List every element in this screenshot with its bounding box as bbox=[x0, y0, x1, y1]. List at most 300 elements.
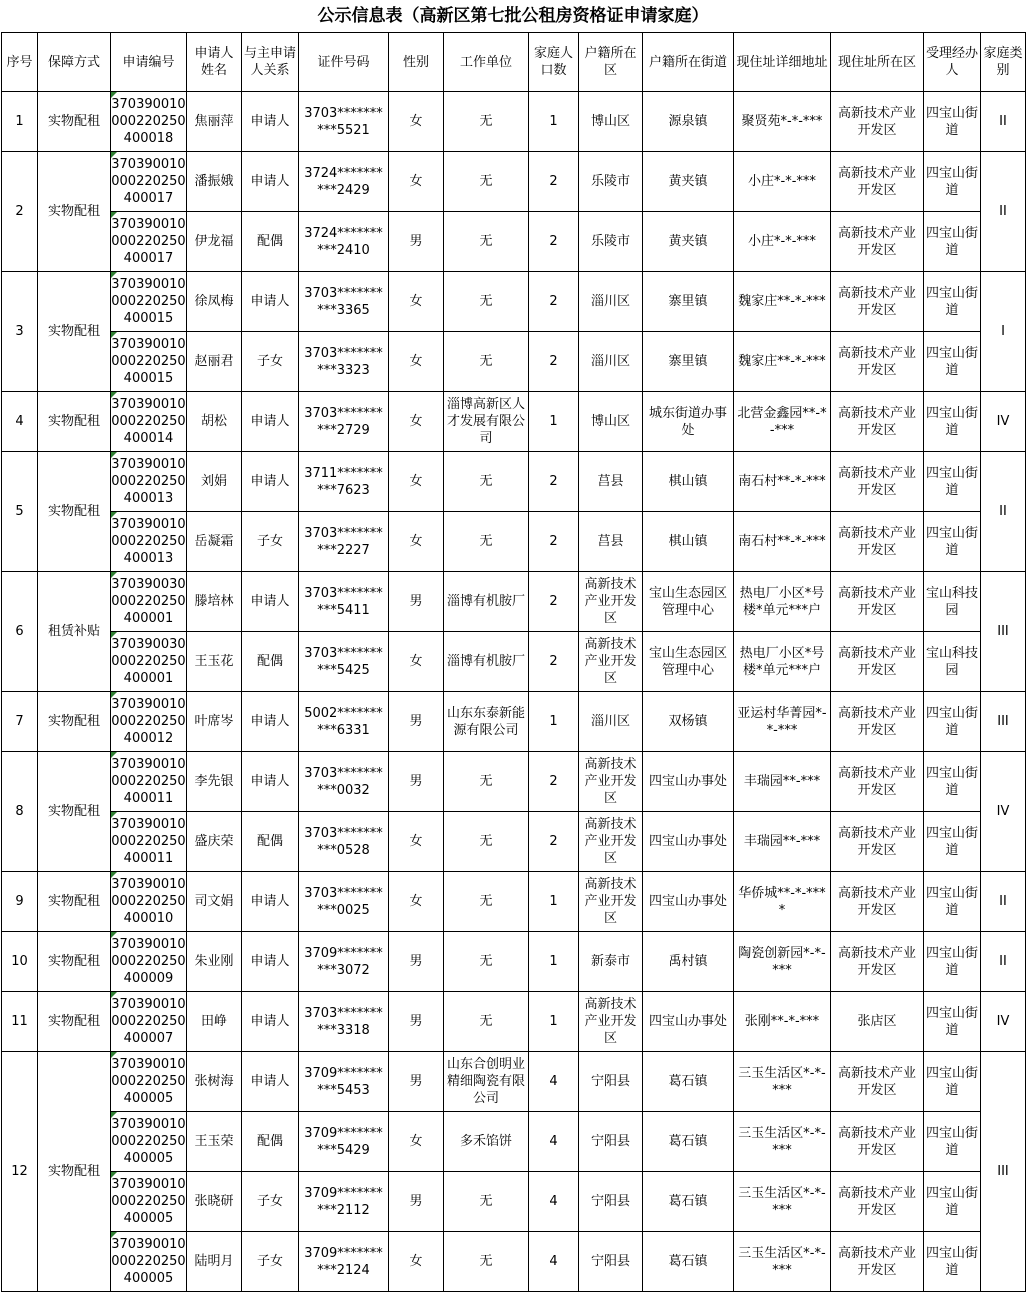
appno-cell: 370390010000220250400011 bbox=[111, 812, 187, 872]
household-district-cell: 高新技术产业开发区 bbox=[579, 572, 643, 632]
table-row bbox=[2, 212, 1026, 272]
mode-cell: 租赁补贴 bbox=[38, 572, 111, 692]
sex-cell: 女 bbox=[389, 92, 444, 152]
id-cell: 3724**********2410 bbox=[299, 212, 389, 272]
population-cell: 2 bbox=[529, 512, 579, 572]
mode-cell: 实物配租 bbox=[38, 932, 111, 992]
agent-cell: 四宝山街道 bbox=[924, 452, 981, 512]
address-district-cell: 高新技术产业开发区 bbox=[831, 632, 924, 692]
address-district-cell: 高新技术产业开发区 bbox=[831, 692, 924, 752]
agent-cell: 四宝山街道 bbox=[924, 992, 981, 1052]
category-cell: III bbox=[981, 572, 1026, 692]
relation-cell: 申请人 bbox=[242, 992, 299, 1052]
address-cell: 聚贤苑*-*-*** bbox=[734, 92, 831, 152]
population-cell: 2 bbox=[529, 272, 579, 332]
work-cell: 无 bbox=[444, 932, 529, 992]
address-cell: 南石村**-*-*** bbox=[734, 512, 831, 572]
household-district-cell: 博山区 bbox=[579, 392, 643, 452]
agent-cell: 四宝山街道 bbox=[924, 212, 981, 272]
address-cell: 小庄*-*-*** bbox=[734, 212, 831, 272]
address-district-cell: 高新技术产业开发区 bbox=[831, 272, 924, 332]
table-row bbox=[2, 572, 1026, 632]
mode-cell: 实物配租 bbox=[38, 452, 111, 572]
name-cell: 朱业刚 bbox=[187, 932, 242, 992]
address-cell: 北营金鑫园**-*-*** bbox=[734, 392, 831, 452]
household-street-cell: 葛石镇 bbox=[643, 1232, 734, 1292]
address-district-cell: 高新技术产业开发区 bbox=[831, 452, 924, 512]
address-cell: 热电厂小区*号楼*单元***户 bbox=[734, 572, 831, 632]
seq-cell: 7 bbox=[2, 692, 38, 752]
appno-cell: 370390010000220250400013 bbox=[111, 512, 187, 572]
name-cell: 岳凝霜 bbox=[187, 512, 242, 572]
relation-cell: 申请人 bbox=[242, 752, 299, 812]
appno-cell: 370390010000220250400005 bbox=[111, 1112, 187, 1172]
household-street-cell: 葛石镇 bbox=[643, 1112, 734, 1172]
table-row bbox=[2, 392, 1026, 452]
category-cell: II bbox=[981, 452, 1026, 572]
address-cell: 热电厂小区*号楼*单元***户 bbox=[734, 632, 831, 692]
mode-cell: 实物配租 bbox=[38, 752, 111, 872]
table-row bbox=[2, 152, 1026, 212]
sex-cell: 女 bbox=[389, 1232, 444, 1292]
household-street-cell: 寨里镇 bbox=[643, 272, 734, 332]
category-cell: IV bbox=[981, 752, 1026, 872]
address-district-cell: 高新技术产业开发区 bbox=[831, 872, 924, 932]
header-household-district: 户籍所在区 bbox=[579, 33, 643, 92]
work-cell: 无 bbox=[444, 1172, 529, 1232]
household-district-cell: 博山区 bbox=[579, 92, 643, 152]
household-street-cell: 葛石镇 bbox=[643, 1052, 734, 1112]
table-row bbox=[2, 1232, 1026, 1292]
appno-cell: 370390010000220250400005 bbox=[111, 1052, 187, 1112]
address-district-cell: 高新技术产业开发区 bbox=[831, 1052, 924, 1112]
mode-cell: 实物配租 bbox=[38, 692, 111, 752]
name-cell: 王玉荣 bbox=[187, 1112, 242, 1172]
sex-cell: 男 bbox=[389, 692, 444, 752]
name-cell: 刘娟 bbox=[187, 452, 242, 512]
population-cell: 2 bbox=[529, 632, 579, 692]
applicant-table bbox=[1, 32, 1026, 1292]
header-sex: 性别 bbox=[389, 33, 444, 92]
header-address-district: 现住址所在区 bbox=[831, 33, 924, 92]
agent-cell: 四宝山街道 bbox=[924, 152, 981, 212]
household-district-cell: 宁阳县 bbox=[579, 1172, 643, 1232]
mode-cell: 实物配租 bbox=[38, 92, 111, 152]
agent-cell: 四宝山街道 bbox=[924, 1052, 981, 1112]
name-cell: 王玉花 bbox=[187, 632, 242, 692]
appno-cell: 370390010000220250400015 bbox=[111, 272, 187, 332]
work-cell: 无 bbox=[444, 272, 529, 332]
relation-cell: 申请人 bbox=[242, 452, 299, 512]
population-cell: 1 bbox=[529, 872, 579, 932]
sex-cell: 男 bbox=[389, 572, 444, 632]
population-cell: 2 bbox=[529, 212, 579, 272]
header-seq: 序号 bbox=[2, 33, 38, 92]
household-street-cell: 棋山镇 bbox=[643, 512, 734, 572]
appno-cell: 370390030000220250400001 bbox=[111, 572, 187, 632]
relation-cell: 申请人 bbox=[242, 152, 299, 212]
work-cell: 无 bbox=[444, 92, 529, 152]
agent-cell: 四宝山街道 bbox=[924, 872, 981, 932]
header-id: 证件号码 bbox=[299, 33, 389, 92]
agent-cell: 四宝山街道 bbox=[924, 812, 981, 872]
name-cell: 张晓研 bbox=[187, 1172, 242, 1232]
id-cell: 3711**********7623 bbox=[299, 452, 389, 512]
population-cell: 1 bbox=[529, 392, 579, 452]
address-cell: 魏家庄**-*-*** bbox=[734, 332, 831, 392]
table-row bbox=[2, 332, 1026, 392]
seq-cell: 10 bbox=[2, 932, 38, 992]
seq-cell: 2 bbox=[2, 152, 38, 272]
work-cell: 无 bbox=[444, 992, 529, 1052]
id-cell: 3703**********2227 bbox=[299, 512, 389, 572]
table-row bbox=[2, 872, 1026, 932]
id-cell: 3709**********5453 bbox=[299, 1052, 389, 1112]
work-cell: 无 bbox=[444, 752, 529, 812]
household-street-cell: 棋山镇 bbox=[643, 452, 734, 512]
address-district-cell: 高新技术产业开发区 bbox=[831, 392, 924, 452]
table-row bbox=[2, 452, 1026, 512]
household-street-cell: 四宝山办事处 bbox=[643, 872, 734, 932]
address-cell: 丰瑞园**-*** bbox=[734, 752, 831, 812]
table-row bbox=[2, 752, 1026, 812]
work-cell: 山东合创明业精细陶瓷有限公司 bbox=[444, 1052, 529, 1112]
header-relation: 与主申请人关系 bbox=[242, 33, 299, 92]
work-cell: 无 bbox=[444, 512, 529, 572]
population-cell: 2 bbox=[529, 812, 579, 872]
mode-cell: 实物配租 bbox=[38, 1052, 111, 1292]
name-cell: 赵丽君 bbox=[187, 332, 242, 392]
sex-cell: 女 bbox=[389, 152, 444, 212]
category-cell: II bbox=[981, 872, 1026, 932]
household-street-cell: 四宝山办事处 bbox=[643, 812, 734, 872]
address-district-cell: 高新技术产业开发区 bbox=[831, 92, 924, 152]
population-cell: 2 bbox=[529, 572, 579, 632]
relation-cell: 子女 bbox=[242, 332, 299, 392]
category-cell: III bbox=[981, 1052, 1026, 1292]
name-cell: 田峥 bbox=[187, 992, 242, 1052]
name-cell: 李先银 bbox=[187, 752, 242, 812]
population-cell: 2 bbox=[529, 332, 579, 392]
category-cell: IV bbox=[981, 392, 1026, 452]
household-street-cell: 四宝山办事处 bbox=[643, 992, 734, 1052]
sex-cell: 女 bbox=[389, 632, 444, 692]
sex-cell: 男 bbox=[389, 212, 444, 272]
agent-cell: 四宝山街道 bbox=[924, 92, 981, 152]
sex-cell: 女 bbox=[389, 872, 444, 932]
work-cell: 无 bbox=[444, 452, 529, 512]
relation-cell: 配偶 bbox=[242, 812, 299, 872]
name-cell: 胡松 bbox=[187, 392, 242, 452]
table-row bbox=[2, 272, 1026, 332]
id-cell: 3709**********3072 bbox=[299, 932, 389, 992]
agent-cell: 宝山科技园 bbox=[924, 572, 981, 632]
id-cell: 3703**********3323 bbox=[299, 332, 389, 392]
work-cell: 无 bbox=[444, 152, 529, 212]
id-cell: 3703**********3365 bbox=[299, 272, 389, 332]
header-household-street: 户籍所在街道 bbox=[643, 33, 734, 92]
id-cell: 3709**********2112 bbox=[299, 1172, 389, 1232]
household-street-cell: 宝山生态园区管理中心 bbox=[643, 632, 734, 692]
sex-cell: 男 bbox=[389, 1172, 444, 1232]
seq-cell: 6 bbox=[2, 572, 38, 692]
population-cell: 2 bbox=[529, 752, 579, 812]
population-cell: 4 bbox=[529, 1052, 579, 1112]
appno-cell: 370390010000220250400014 bbox=[111, 392, 187, 452]
sex-cell: 女 bbox=[389, 452, 444, 512]
address-district-cell: 高新技术产业开发区 bbox=[831, 1232, 924, 1292]
relation-cell: 申请人 bbox=[242, 872, 299, 932]
sex-cell: 男 bbox=[389, 932, 444, 992]
household-district-cell: 高新技术产业开发区 bbox=[579, 632, 643, 692]
household-district-cell: 乐陵市 bbox=[579, 152, 643, 212]
agent-cell: 四宝山街道 bbox=[924, 1232, 981, 1292]
relation-cell: 申请人 bbox=[242, 392, 299, 452]
sex-cell: 男 bbox=[389, 992, 444, 1052]
sex-cell: 男 bbox=[389, 752, 444, 812]
address-district-cell: 高新技术产业开发区 bbox=[831, 932, 924, 992]
seq-cell: 8 bbox=[2, 752, 38, 872]
agent-cell: 四宝山街道 bbox=[924, 692, 981, 752]
table-row bbox=[2, 1052, 1026, 1112]
household-district-cell: 乐陵市 bbox=[579, 212, 643, 272]
id-cell: 3709**********2124 bbox=[299, 1232, 389, 1292]
address-district-cell: 高新技术产业开发区 bbox=[831, 812, 924, 872]
household-district-cell: 宁阳县 bbox=[579, 1232, 643, 1292]
header-category: 家庭类别 bbox=[981, 33, 1026, 92]
address-cell: 张刚**-*-*** bbox=[734, 992, 831, 1052]
appno-cell: 370390010000220250400011 bbox=[111, 752, 187, 812]
population-cell: 4 bbox=[529, 1112, 579, 1172]
id-cell: 3703**********3318 bbox=[299, 992, 389, 1052]
id-cell: 3709**********5429 bbox=[299, 1112, 389, 1172]
address-district-cell: 张店区 bbox=[831, 992, 924, 1052]
table-row bbox=[2, 932, 1026, 992]
header-appno: 申请编号 bbox=[111, 33, 187, 92]
household-street-cell: 葛石镇 bbox=[643, 1172, 734, 1232]
name-cell: 伊龙福 bbox=[187, 212, 242, 272]
household-district-cell: 高新技术产业开发区 bbox=[579, 992, 643, 1052]
agent-cell: 四宝山街道 bbox=[924, 1172, 981, 1232]
seq-cell: 3 bbox=[2, 272, 38, 392]
household-district-cell: 高新技术产业开发区 bbox=[579, 872, 643, 932]
address-district-cell: 高新技术产业开发区 bbox=[831, 1172, 924, 1232]
household-district-cell: 宁阳县 bbox=[579, 1112, 643, 1172]
work-cell: 无 bbox=[444, 1232, 529, 1292]
address-cell: 南石村**-*-*** bbox=[734, 452, 831, 512]
mode-cell: 实物配租 bbox=[38, 392, 111, 452]
population-cell: 1 bbox=[529, 692, 579, 752]
table-row bbox=[2, 692, 1026, 752]
appno-cell: 370390010000220250400018 bbox=[111, 92, 187, 152]
appno-cell: 370390010000220250400015 bbox=[111, 332, 187, 392]
name-cell: 徐凤梅 bbox=[187, 272, 242, 332]
household-district-cell: 新泰市 bbox=[579, 932, 643, 992]
population-cell: 2 bbox=[529, 452, 579, 512]
address-cell: 陶瓷创新园*-*-*** bbox=[734, 932, 831, 992]
address-district-cell: 高新技术产业开发区 bbox=[831, 752, 924, 812]
id-cell: 3724**********2429 bbox=[299, 152, 389, 212]
household-street-cell: 黄夹镇 bbox=[643, 212, 734, 272]
appno-cell: 370390010000220250400005 bbox=[111, 1172, 187, 1232]
household-street-cell: 禹村镇 bbox=[643, 932, 734, 992]
agent-cell: 四宝山街道 bbox=[924, 332, 981, 392]
address-cell: 三玉生活区*-*-*** bbox=[734, 1112, 831, 1172]
table-row bbox=[2, 1172, 1026, 1232]
household-street-cell: 宝山生态园区管理中心 bbox=[643, 572, 734, 632]
name-cell: 叶席岑 bbox=[187, 692, 242, 752]
category-cell: I bbox=[981, 272, 1026, 392]
id-cell: 3703**********0528 bbox=[299, 812, 389, 872]
category-cell: II bbox=[981, 932, 1026, 992]
id-cell: 3703**********0032 bbox=[299, 752, 389, 812]
address-district-cell: 高新技术产业开发区 bbox=[831, 332, 924, 392]
page-title: 公示信息表（高新区第七批公租房资格证申请家庭） bbox=[317, 6, 709, 26]
household-district-cell: 宁阳县 bbox=[579, 1052, 643, 1112]
header-population: 家庭人口数 bbox=[529, 33, 579, 92]
sex-cell: 女 bbox=[389, 332, 444, 392]
table-row bbox=[2, 512, 1026, 572]
agent-cell: 四宝山街道 bbox=[924, 932, 981, 992]
mode-cell: 实物配租 bbox=[38, 272, 111, 392]
work-cell: 多禾馅饼 bbox=[444, 1112, 529, 1172]
relation-cell: 申请人 bbox=[242, 692, 299, 752]
seq-cell: 5 bbox=[2, 452, 38, 572]
relation-cell: 配偶 bbox=[242, 212, 299, 272]
mode-cell: 实物配租 bbox=[38, 992, 111, 1052]
sex-cell: 女 bbox=[389, 1112, 444, 1172]
header-name: 申请人姓名 bbox=[187, 33, 242, 92]
category-cell: IV bbox=[981, 992, 1026, 1052]
household-street-cell: 城东街道办事处 bbox=[643, 392, 734, 452]
household-district-cell: 淄川区 bbox=[579, 692, 643, 752]
appno-cell: 370390010000220250400009 bbox=[111, 932, 187, 992]
category-cell: III bbox=[981, 692, 1026, 752]
address-cell: 亚运村华菁园*-*-*** bbox=[734, 692, 831, 752]
address-district-cell: 高新技术产业开发区 bbox=[831, 212, 924, 272]
id-cell: 3703**********5425 bbox=[299, 632, 389, 692]
seq-cell: 9 bbox=[2, 872, 38, 932]
id-cell: 3703**********0025 bbox=[299, 872, 389, 932]
household-district-cell: 莒县 bbox=[579, 512, 643, 572]
address-district-cell: 高新技术产业开发区 bbox=[831, 152, 924, 212]
address-cell: 三玉生活区*-*-*** bbox=[734, 1232, 831, 1292]
id-cell: 3703**********2729 bbox=[299, 392, 389, 452]
table-row bbox=[2, 812, 1026, 872]
population-cell: 4 bbox=[529, 1232, 579, 1292]
population-cell: 1 bbox=[529, 992, 579, 1052]
appno-cell: 370390010000220250400017 bbox=[111, 152, 187, 212]
relation-cell: 配偶 bbox=[242, 632, 299, 692]
relation-cell: 申请人 bbox=[242, 1052, 299, 1112]
name-cell: 司文娟 bbox=[187, 872, 242, 932]
category-cell: II bbox=[981, 92, 1026, 152]
table-body bbox=[2, 92, 1026, 1292]
population-cell: 1 bbox=[529, 932, 579, 992]
address-district-cell: 高新技术产业开发区 bbox=[831, 512, 924, 572]
appno-cell: 370390010000220250400013 bbox=[111, 452, 187, 512]
work-cell: 淄博有机胺厂 bbox=[444, 572, 529, 632]
work-cell: 无 bbox=[444, 872, 529, 932]
sex-cell: 女 bbox=[389, 512, 444, 572]
table-row bbox=[2, 632, 1026, 692]
household-street-cell: 黄夹镇 bbox=[643, 152, 734, 212]
relation-cell: 申请人 bbox=[242, 572, 299, 632]
seq-cell: 12 bbox=[2, 1052, 38, 1292]
appno-cell: 370390010000220250400017 bbox=[111, 212, 187, 272]
relation-cell: 子女 bbox=[242, 1232, 299, 1292]
household-district-cell: 淄川区 bbox=[579, 332, 643, 392]
agent-cell: 四宝山街道 bbox=[924, 752, 981, 812]
address-cell: 魏家庄**-*-*** bbox=[734, 272, 831, 332]
relation-cell: 子女 bbox=[242, 512, 299, 572]
household-district-cell: 高新技术产业开发区 bbox=[579, 812, 643, 872]
appno-cell: 370390010000220250400007 bbox=[111, 992, 187, 1052]
sex-cell: 男 bbox=[389, 1052, 444, 1112]
household-street-cell: 源泉镇 bbox=[643, 92, 734, 152]
id-cell: 3703**********5411 bbox=[299, 572, 389, 632]
work-cell: 无 bbox=[444, 812, 529, 872]
household-district-cell: 高新技术产业开发区 bbox=[579, 752, 643, 812]
name-cell: 陆明月 bbox=[187, 1232, 242, 1292]
work-cell: 山东东泰新能源有限公司 bbox=[444, 692, 529, 752]
address-cell: 华侨城**-*-**** bbox=[734, 872, 831, 932]
household-district-cell: 淄川区 bbox=[579, 272, 643, 332]
agent-cell: 四宝山街道 bbox=[924, 392, 981, 452]
name-cell: 焦丽萍 bbox=[187, 92, 242, 152]
work-cell: 无 bbox=[444, 332, 529, 392]
work-cell: 淄博高新区人才发展有限公司 bbox=[444, 392, 529, 452]
relation-cell: 申请人 bbox=[242, 92, 299, 152]
work-cell: 无 bbox=[444, 212, 529, 272]
address-cell: 丰瑞园**-*** bbox=[734, 812, 831, 872]
agent-cell: 宝山科技园 bbox=[924, 632, 981, 692]
header-address: 现住址详细地址 bbox=[734, 33, 831, 92]
header-work: 工作单位 bbox=[444, 33, 529, 92]
header-mode: 保障方式 bbox=[38, 33, 111, 92]
household-street-cell: 四宝山办事处 bbox=[643, 752, 734, 812]
appno-cell: 370390010000220250400010 bbox=[111, 872, 187, 932]
appno-cell: 370390030000220250400001 bbox=[111, 632, 187, 692]
name-cell: 张树海 bbox=[187, 1052, 242, 1112]
id-cell: 3703**********5521 bbox=[299, 92, 389, 152]
agent-cell: 四宝山街道 bbox=[924, 1112, 981, 1172]
name-cell: 潘振娥 bbox=[187, 152, 242, 212]
household-street-cell: 寨里镇 bbox=[643, 332, 734, 392]
relation-cell: 申请人 bbox=[242, 272, 299, 332]
seq-cell: 4 bbox=[2, 392, 38, 452]
sex-cell: 女 bbox=[389, 272, 444, 332]
seq-cell: 1 bbox=[2, 92, 38, 152]
id-cell: 5002**********6331 bbox=[299, 692, 389, 752]
sex-cell: 女 bbox=[389, 392, 444, 452]
mode-cell: 实物配租 bbox=[38, 152, 111, 272]
agent-cell: 四宝山街道 bbox=[924, 272, 981, 332]
table-row bbox=[2, 1112, 1026, 1172]
relation-cell: 配偶 bbox=[242, 1112, 299, 1172]
address-cell: 三玉生活区*-*-*** bbox=[734, 1172, 831, 1232]
relation-cell: 申请人 bbox=[242, 932, 299, 992]
address-cell: 三玉生活区*-*-*** bbox=[734, 1052, 831, 1112]
header-agent: 受理经办人 bbox=[924, 33, 981, 92]
sex-cell: 女 bbox=[389, 812, 444, 872]
address-cell: 小庄*-*-*** bbox=[734, 152, 831, 212]
agent-cell: 四宝山街道 bbox=[924, 512, 981, 572]
relation-cell: 子女 bbox=[242, 1172, 299, 1232]
household-street-cell: 双杨镇 bbox=[643, 692, 734, 752]
household-district-cell: 莒县 bbox=[579, 452, 643, 512]
seq-cell: 11 bbox=[2, 992, 38, 1052]
